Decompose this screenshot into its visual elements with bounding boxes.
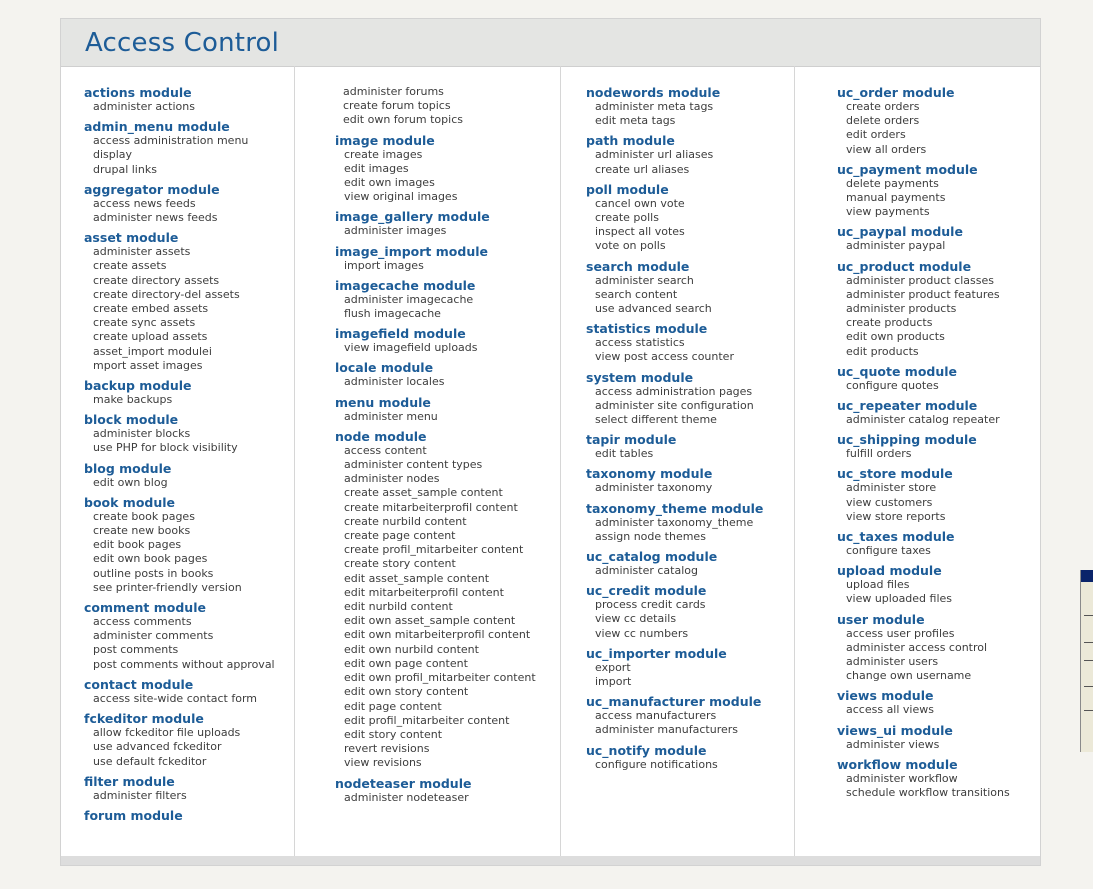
permission-item: administer comments xyxy=(93,629,214,643)
module-statistics-module xyxy=(586,321,794,364)
module-title: uc_store module xyxy=(837,466,953,482)
permission-item: use PHP for block visibility xyxy=(93,441,238,455)
permission-item: access content xyxy=(344,443,427,457)
module-uc-catalog-module xyxy=(586,549,794,578)
module-title: user module xyxy=(837,611,925,627)
module-title: image_import module xyxy=(335,243,488,259)
permission-item: create nurbild content xyxy=(344,514,467,528)
permission-item: administer access control xyxy=(846,640,988,654)
permission-item: create book pages xyxy=(93,509,195,523)
permission-item: view all orders xyxy=(846,142,927,156)
module-user-module xyxy=(837,612,1040,684)
permission-item: view cc details xyxy=(595,612,677,626)
module-workflow-module xyxy=(837,757,1040,800)
permission-item: view uploaded files xyxy=(846,592,953,606)
module-filter-module xyxy=(84,774,294,803)
module-asset-module xyxy=(84,230,294,373)
module-system-module xyxy=(586,370,794,428)
panel-footer-bar xyxy=(61,856,1040,865)
permission-item: view original images xyxy=(344,190,458,204)
module-uc-payment-module xyxy=(837,162,1040,220)
permission-item: administer blocks xyxy=(93,427,191,441)
module-blog-module xyxy=(84,461,294,490)
permission-item: edit images xyxy=(344,161,409,175)
module-title: book module xyxy=(84,494,176,510)
module-title: forum module xyxy=(84,807,183,823)
module-title: block module xyxy=(84,412,179,428)
permission-item: create forum topics xyxy=(343,99,451,113)
module-uc-repeater-module xyxy=(837,398,1040,427)
module-title: taxonomy module xyxy=(586,466,713,482)
permission-item: administer content types xyxy=(344,458,483,472)
permission-item: edit own asset_sample content xyxy=(344,614,516,628)
permission-item: edit own story content xyxy=(344,685,469,699)
permission-item: make backups xyxy=(93,393,173,407)
module-title: uc_paypal module xyxy=(837,224,963,240)
permission-item: use advanced fckeditor xyxy=(93,740,222,754)
module-uc-product-module xyxy=(837,259,1040,359)
module-book-module xyxy=(84,495,294,595)
module-title: image_gallery module xyxy=(335,209,490,225)
background-window-edge xyxy=(1080,570,1093,752)
module-locale-module xyxy=(335,360,560,389)
permission-item: export xyxy=(595,660,631,674)
permission-item: revert revisions xyxy=(344,742,430,756)
module-title: workflow module xyxy=(837,756,958,772)
module-uc-taxes-module xyxy=(837,529,1040,558)
module-uc-credit-module xyxy=(586,583,794,641)
module-title: menu module xyxy=(335,394,431,410)
module-title: asset module xyxy=(84,230,179,246)
module-uc-quote-module xyxy=(837,364,1040,393)
permission-item: administer store xyxy=(846,481,937,495)
permission-item: configure taxes xyxy=(846,544,931,558)
column-3 xyxy=(561,66,795,856)
column-4 xyxy=(795,66,1040,856)
permission-item: edit own forum topics xyxy=(343,113,463,127)
module-uc-paypal-module xyxy=(837,224,1040,253)
permission-item: view customers xyxy=(846,495,933,509)
module-taxonomy-module xyxy=(586,466,794,495)
module-title: upload module xyxy=(837,563,942,579)
permission-item: display xyxy=(93,148,133,162)
permission-item: edit own mitarbeiterprofil content xyxy=(344,628,531,642)
module-title: node module xyxy=(335,428,427,444)
column-1 xyxy=(61,66,295,856)
module-admin-menu-module xyxy=(84,119,294,177)
module-title: statistics module xyxy=(586,321,708,337)
module-title: search module xyxy=(586,258,690,274)
permission-item: import xyxy=(595,675,632,689)
permission-item: edit tables xyxy=(595,447,654,461)
permission-item: administer filters xyxy=(93,788,187,802)
permission-item: administer url aliases xyxy=(595,148,714,162)
permission-item: assign node themes xyxy=(595,529,706,543)
module-title: taxonomy_theme module xyxy=(586,500,764,516)
background-window-glyph xyxy=(1084,642,1093,643)
permission-item: administer manufacturers xyxy=(595,723,738,737)
permission-item: edit meta tags xyxy=(595,114,676,128)
module-title: uc_order module xyxy=(837,85,955,100)
permission-item: administer products xyxy=(846,302,957,316)
permission-item: change own username xyxy=(846,669,972,683)
module-nodeteaser-module xyxy=(335,776,560,805)
module-title: uc_manufacturer module xyxy=(586,694,762,710)
permission-item: create mitarbeiterprofil content xyxy=(344,500,518,514)
module-uc-shipping-module xyxy=(837,432,1040,461)
permission-item: edit page content xyxy=(344,699,442,713)
module-upload-module xyxy=(837,563,1040,606)
permission-item: administer catalog xyxy=(595,564,698,578)
module-title: comment module xyxy=(84,600,206,616)
permission-item: create images xyxy=(344,147,423,161)
module-title: imagecache module xyxy=(335,277,476,293)
module-block-module xyxy=(84,412,294,455)
permission-item: create page content xyxy=(344,529,456,543)
permission-item: edit own blog xyxy=(93,475,168,489)
module-fckeditor-module xyxy=(84,711,294,769)
permission-item: create assets xyxy=(93,259,167,273)
permission-item: create sync assets xyxy=(93,316,196,330)
permission-item: select different theme xyxy=(595,413,717,427)
permission-item: view revisions xyxy=(344,756,422,770)
permission-item: administer nodes xyxy=(344,472,440,486)
permission-item: post comments xyxy=(93,643,179,657)
permission-item: drupal links xyxy=(93,162,157,176)
permission-item: create products xyxy=(846,316,933,330)
permission-item: delete payments xyxy=(846,176,939,190)
permission-item: use advanced search xyxy=(595,302,712,316)
permission-item: administer nodeteaser xyxy=(344,790,469,804)
permission-item: create directory assets xyxy=(93,273,220,287)
permission-item: edit own products xyxy=(846,330,945,344)
permission-item: view post access counter xyxy=(595,350,734,364)
permission-item: edit mitarbeiterprofil content xyxy=(344,585,504,599)
permission-item: access comments xyxy=(93,615,192,629)
permission-item: access user profiles xyxy=(846,626,955,640)
permission-item: access news feeds xyxy=(93,196,196,210)
permission-item: edit own book pages xyxy=(93,552,208,566)
background-window-glyph xyxy=(1084,686,1093,687)
module-title: uc_credit module xyxy=(586,583,707,599)
permission-item: administer images xyxy=(344,224,447,238)
panel-header xyxy=(61,19,1040,67)
module-backup-module xyxy=(84,378,294,407)
module-image-gallery-module xyxy=(335,209,560,238)
permission-item: configure notifications xyxy=(595,757,718,771)
module-uc-importer-module xyxy=(586,646,794,689)
permission-item: create story content xyxy=(344,557,456,571)
permission-item: administer paypal xyxy=(846,239,946,253)
permission-item: configure quotes xyxy=(846,378,939,392)
permission-item: edit profil_mitarbeiter content xyxy=(344,713,510,727)
permission-item: create orders xyxy=(846,100,920,113)
module-uc-store-module xyxy=(837,466,1040,524)
module-title: nodewords module xyxy=(586,85,721,100)
module-title: uc_payment module xyxy=(837,161,978,177)
background-window-glyph xyxy=(1084,660,1093,661)
permission-item: allow fckeditor file uploads xyxy=(93,726,241,740)
module-title: uc_product module xyxy=(837,258,972,274)
permission-item: administer locales xyxy=(344,375,445,389)
module-title: blog module xyxy=(84,460,172,476)
module-title: actions module xyxy=(84,85,192,100)
permission-item: cancel own vote xyxy=(595,196,685,210)
module-title: locale module xyxy=(335,360,434,376)
permission-item: administer news feeds xyxy=(93,211,218,225)
module-title: backup module xyxy=(84,378,192,394)
module-search-module xyxy=(586,259,794,317)
permission-item: view imagefield uploads xyxy=(344,341,478,355)
module-views-module xyxy=(837,688,1040,717)
module-title: uc_catalog module xyxy=(586,549,718,565)
permission-item: administer product features xyxy=(846,287,1000,301)
module-title: poll module xyxy=(586,181,669,197)
module-title: nodeteaser module xyxy=(335,775,472,791)
permission-item: access manufacturers xyxy=(595,709,717,723)
permission-item: fulfill orders xyxy=(846,447,912,461)
permission-item: post comments without approval xyxy=(93,657,275,671)
module-title: tapir module xyxy=(586,432,677,448)
module-title: fckeditor module xyxy=(84,711,204,727)
permission-item: view payments xyxy=(846,205,930,219)
module-title: uc_repeater module xyxy=(837,398,978,414)
module-title: path module xyxy=(586,133,675,149)
background-window-titlebar xyxy=(1081,570,1093,582)
permission-item: access administration pages xyxy=(595,384,753,398)
module-title: uc_taxes module xyxy=(837,529,955,545)
module-imagefield-module xyxy=(335,326,560,355)
module-title: uc_quote module xyxy=(837,363,958,379)
permission-item: schedule workflow transitions xyxy=(846,786,1010,800)
permission-item: edit own page content xyxy=(344,656,468,670)
permission-item: edit own profil_mitarbeiter content xyxy=(344,671,536,685)
permission-item: edit products xyxy=(846,344,919,358)
continued-permissions xyxy=(335,85,560,128)
permission-item: asset_import modulei xyxy=(93,344,212,358)
permission-item: flush imagecache xyxy=(344,307,441,321)
permission-item: administer views xyxy=(846,737,940,751)
module-node-module xyxy=(335,429,560,771)
module-menu-module xyxy=(335,395,560,424)
permission-item: edit own nurbild content xyxy=(344,642,479,656)
permission-item: administer forums xyxy=(343,85,444,98)
module-title: filter module xyxy=(84,773,175,789)
permission-item: create embed assets xyxy=(93,302,209,316)
permission-item: administer product classes xyxy=(846,273,994,287)
module-title: views module xyxy=(837,688,934,704)
module-title: system module xyxy=(586,369,694,385)
permission-item: administer imagecache xyxy=(344,292,474,306)
module-actions-module xyxy=(84,85,294,114)
permission-item: import images xyxy=(344,258,424,272)
permission-item: create asset_sample content xyxy=(344,486,503,500)
module-title: imagefield module xyxy=(335,326,466,342)
permission-item: administer workflow xyxy=(846,771,958,785)
permission-item: upload files xyxy=(846,578,910,592)
permission-item: access statistics xyxy=(595,336,685,350)
permission-item: inspect all votes xyxy=(595,225,685,239)
module-image-module xyxy=(335,133,560,205)
permission-item: access site-wide contact form xyxy=(93,691,258,705)
permission-item: administer catalog repeater xyxy=(846,413,1000,427)
permission-item: mport asset images xyxy=(93,358,203,372)
permission-item: see printer-friendly version xyxy=(93,580,242,594)
permission-item: administer meta tags xyxy=(595,100,714,113)
module-path-module xyxy=(586,133,794,176)
permission-item: edit book pages xyxy=(93,538,182,552)
module-tapir-module xyxy=(586,432,794,461)
permission-item: use default fckeditor xyxy=(93,754,207,768)
permission-item: administer menu xyxy=(344,409,438,423)
background-window-glyph xyxy=(1084,615,1093,616)
module-image-import-module xyxy=(335,244,560,273)
background-window-glyph xyxy=(1084,710,1093,711)
module-title: image module xyxy=(335,132,435,148)
module-taxonomy-theme-module xyxy=(586,501,794,544)
permission-item: edit nurbild content xyxy=(344,600,453,614)
module-imagecache-module xyxy=(335,278,560,321)
permission-item: view cc numbers xyxy=(595,626,689,640)
permission-item: create new books xyxy=(93,524,191,538)
access-control-panel xyxy=(60,18,1041,866)
permission-item: access administration menu xyxy=(93,134,249,148)
permission-item: view store reports xyxy=(846,509,946,523)
column-2 xyxy=(295,66,561,856)
module-forum-module xyxy=(84,808,294,823)
permission-item: create directory-del assets xyxy=(93,287,240,301)
module-title: uc_shipping module xyxy=(837,432,977,448)
page-title: Access Control xyxy=(85,28,280,58)
permission-item: vote on polls xyxy=(595,239,666,253)
permission-item: administer users xyxy=(846,655,939,669)
permission-item: search content xyxy=(595,287,678,301)
module-title: aggregator module xyxy=(84,181,220,197)
permission-item: outline posts in books xyxy=(93,566,214,580)
permission-item: create upload assets xyxy=(93,330,208,344)
module-uc-manufacturer-module xyxy=(586,694,794,737)
module-uc-order-module xyxy=(837,85,1040,157)
module-aggregator-module xyxy=(84,182,294,225)
module-nodewords-module xyxy=(586,85,794,128)
permission-item: create url aliases xyxy=(595,162,690,176)
permission-item: administer taxonomy xyxy=(595,481,713,495)
module-title: contact module xyxy=(84,676,194,692)
permission-item: create profil_mitarbeiter content xyxy=(344,543,524,557)
module-contact-module xyxy=(84,677,294,706)
permission-item: administer assets xyxy=(93,245,191,259)
module-comment-module xyxy=(84,600,294,672)
permission-item: administer search xyxy=(595,273,694,287)
module-uc-notify-module xyxy=(586,743,794,772)
permission-item: access all views xyxy=(846,703,934,717)
permission-item: edit own images xyxy=(344,176,435,190)
permission-item: edit orders xyxy=(846,128,906,142)
permission-item: administer taxonomy_theme xyxy=(595,515,754,529)
permission-item: administer site configuration xyxy=(595,398,754,412)
module-poll-module xyxy=(586,182,794,254)
permission-item: manual payments xyxy=(846,191,946,205)
module-views-ui-module xyxy=(837,723,1040,752)
module-title: views_ui module xyxy=(837,722,953,738)
module-title: admin_menu module xyxy=(84,119,230,135)
permission-item: edit story content xyxy=(344,727,443,741)
permission-item: edit asset_sample content xyxy=(344,571,490,585)
permission-item: process credit cards xyxy=(595,598,706,612)
permission-item: delete orders xyxy=(846,114,920,128)
module-title: uc_importer module xyxy=(586,645,727,661)
permission-item: administer actions xyxy=(93,100,195,113)
module-title: uc_notify module xyxy=(586,742,707,758)
permission-item: create polls xyxy=(595,211,659,225)
